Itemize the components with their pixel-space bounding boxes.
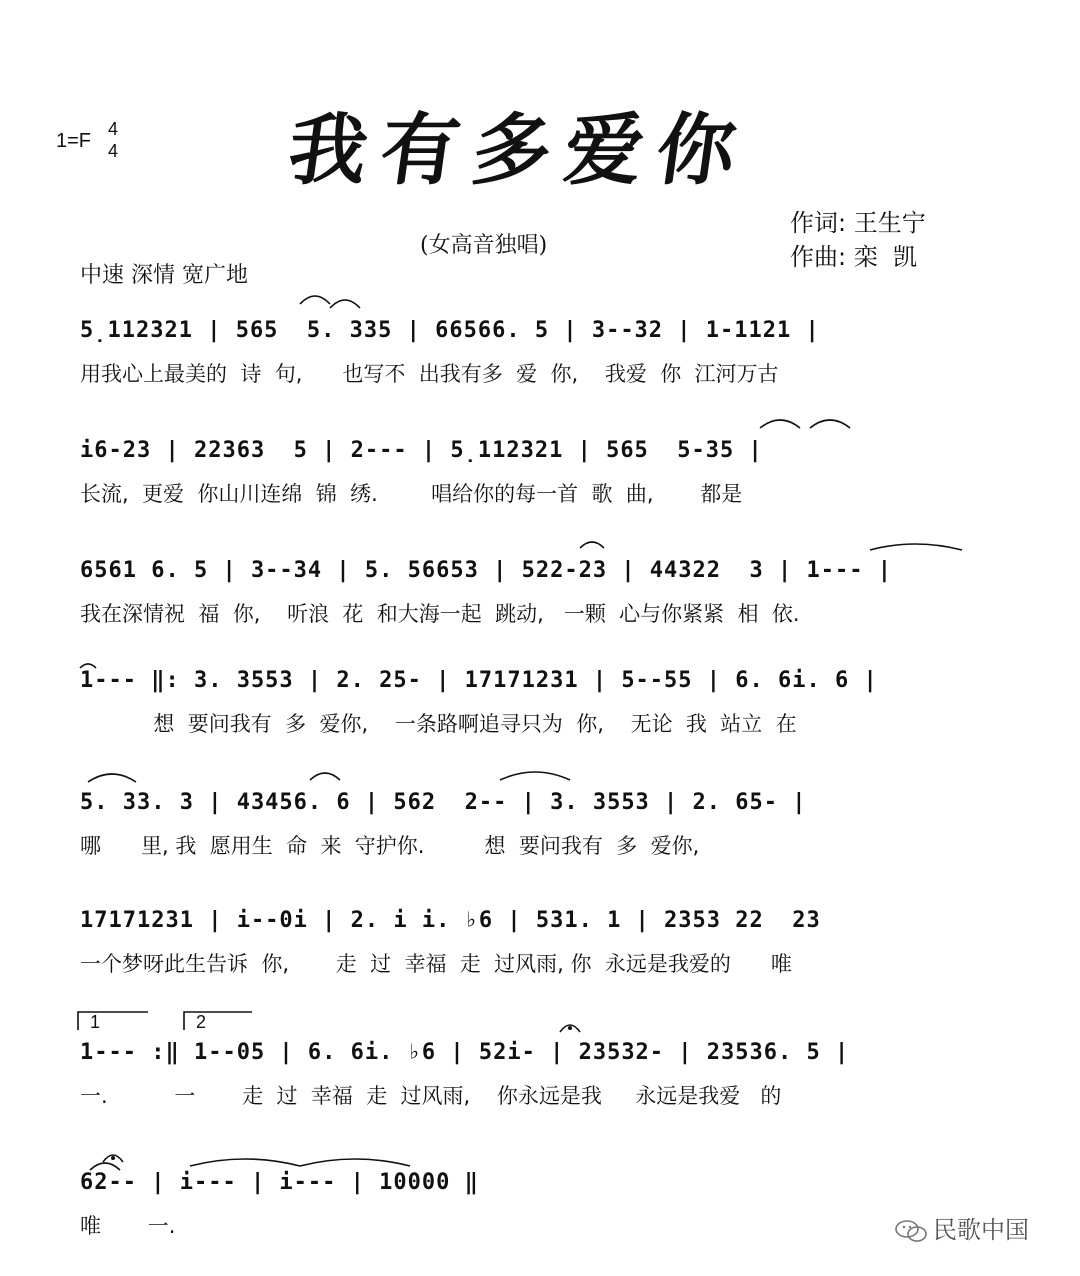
slur [88,774,136,782]
notation-line: 5̣112321 | 565 5. 335 | 66566. 5 | 3--32 | 1-1121 | [80,318,820,343]
song-title: 我有多爱你 [282,105,756,196]
lyricist: 作词: 王生宁 [790,209,926,237]
time-signature-top: 4 [107,119,118,139]
slur [500,772,570,780]
watermark [895,1210,1029,1245]
ending-bracket-line [78,1012,148,1030]
fermata-icon [103,1155,123,1162]
lyrics-line: 一个梦呀此生告诉 你, 走 过 幸福 走 过风雨, 你 永远是我爱的 唯 [80,952,792,976]
lyrics-line: 我在深情祝 福 你, 听浪 花 和大海一起 跳动, 一颗 心与你紧紧 相 依. [80,602,800,626]
lyrics-line: 唯 一. [80,1214,176,1238]
notation-line: 6561 6. 5 | 3--34 | 5. 56653 | 522-23 | 44322 3 | 1--- | [80,558,892,583]
key-signature: 1=F [56,130,92,152]
slur [80,664,96,668]
composer: 作曲: 栾 凯 [790,243,917,271]
notation-line: 1--- ‖: 3. 3553 | 2. 25- | 17171231 | 5--55 | 6. 6i. 6 | [80,668,878,693]
ending-bracket-1: 1 [90,1012,101,1032]
slur [190,1159,300,1166]
lyrics-line: 用我心上最美的 诗 句, 也写不 出我有多 爱 你, 我爱 你 江河万古 [80,362,779,386]
ending-bracket-2: 2 [196,1012,207,1032]
notation-line: 62-- | i--- | i--- | 10000 ‖ [80,1170,479,1195]
lyrics-line: 一. 一 走 过 幸福 走 过风雨, 你永远是我 永远是我爱 的 [80,1084,782,1108]
time-signature-bottom: 4 [107,141,118,161]
notation-line: 1--- :‖ 1--05 | 6. 6i. ♭6 | 52i- | 23532- | 23536. 5 | [80,1040,850,1065]
notation-line: 5. 33. 3 | 43456. 6 | 562 2-- | 3. 3553 | 2. 65- | [80,790,807,815]
tempo-marking: 中速 深情 宽广地 [80,263,248,288]
wechat-icon [895,1219,927,1243]
watermark-text: 民歌中国 [933,1216,1029,1244]
slur [310,773,340,780]
slur [870,544,962,550]
slur [300,296,330,304]
slur [330,300,360,308]
ending-bracket-line [184,1012,252,1030]
lyrics-line: 想 要问我有 多 爱你, 一条路啊追寻只为 你, 无论 我 站立 在 [80,712,797,736]
slur [580,542,604,548]
lyrics-line: 长流, 更爱 你山川连绵 锦 绣. 唱给你的每一首 歌 曲, 都是 [80,482,743,506]
slur [760,420,800,428]
slur [90,1163,120,1170]
notation-line: 17171231 | i--0i | 2. i i. ♭6 | 531. 1 | 2353 22 23 [80,908,821,933]
subtitle: (女高音独唱) [420,233,548,258]
fermata-icon [560,1025,580,1032]
slur [300,1159,410,1166]
notation-line: i6-23 | 22363 5 | 2--- | 5̣112321 | 565 5-35 | [80,438,763,463]
lyrics-line: 哪 里, 我 愿用生 命 来 守护你. 想 要问我有 多 爱你, [80,834,700,858]
slur [810,420,850,428]
